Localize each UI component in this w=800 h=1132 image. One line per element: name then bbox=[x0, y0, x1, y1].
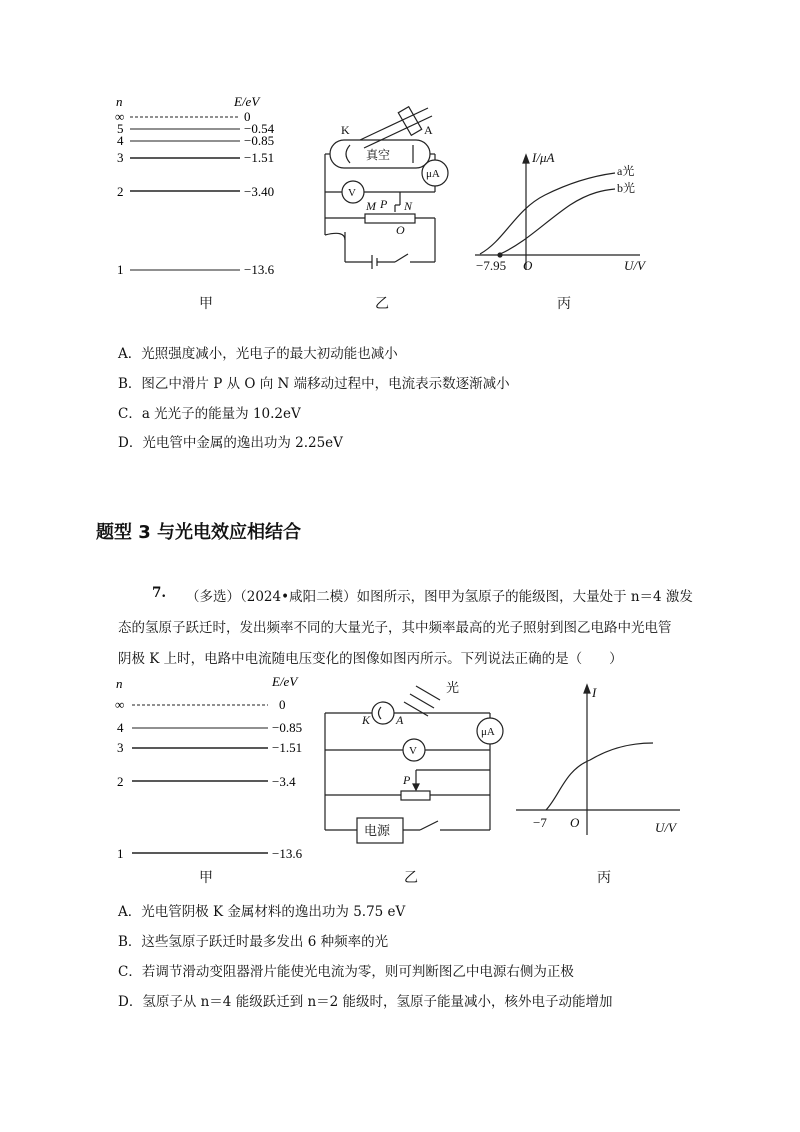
option-b: B．图乙中滑片 P 从 O 向 N 端移动过程中，电流表示数逐渐减小 bbox=[118, 376, 510, 392]
caption-jia: 甲 bbox=[199, 871, 213, 886]
label-p: P bbox=[380, 197, 388, 211]
level-n: 5 bbox=[117, 121, 124, 136]
level-n: 1 bbox=[117, 846, 124, 861]
caption-yi: 乙 bbox=[404, 871, 418, 886]
caption-bing: 丙 bbox=[597, 871, 611, 886]
light-ray bbox=[360, 108, 428, 140]
level-n: 1 bbox=[117, 262, 124, 277]
switch bbox=[395, 254, 408, 262]
graph-xlabel: U/V bbox=[624, 258, 645, 273]
curve-a bbox=[480, 173, 615, 254]
level-e: −3.40 bbox=[244, 184, 275, 199]
level-e: −0.85 bbox=[272, 720, 303, 735]
figure-1 bbox=[0, 0, 800, 320]
graph-origin: O bbox=[523, 258, 533, 273]
light-ray bbox=[404, 702, 428, 716]
option-a: A．光照强度减小，光电子的最大初动能也减小 bbox=[118, 346, 398, 362]
iu-curve bbox=[546, 743, 653, 810]
question-line: （多选）（2024•咸阳二模）如图所示，图甲为氢原子的能级图，大量处于 n＝4 激发 bbox=[186, 589, 693, 605]
level-e: −13.6 bbox=[244, 262, 275, 277]
caption-bing: 丙 bbox=[557, 297, 571, 312]
iu-graph-1 bbox=[475, 155, 640, 270]
graph-ylabel: I bbox=[592, 685, 597, 700]
label-source: 电源 bbox=[364, 823, 391, 838]
level-n: 2 bbox=[117, 774, 124, 789]
intercept-point bbox=[498, 253, 502, 257]
option-d: D．氢原子从 n＝4 能级跃迁到 n＝2 能级时，氢原子能量减小，核外电子动能增加 bbox=[118, 994, 613, 1010]
light-ray bbox=[410, 694, 434, 708]
caption-jia: 甲 bbox=[199, 297, 213, 312]
cathode bbox=[346, 145, 350, 163]
level-n: ∞ bbox=[115, 109, 125, 124]
level-n: 4 bbox=[117, 133, 124, 148]
graph-intercept: −7 bbox=[533, 815, 547, 830]
legend-a: a光 bbox=[617, 164, 635, 178]
label-k: K bbox=[362, 713, 371, 727]
figure-2 bbox=[0, 670, 800, 895]
option-b: B．这些氢原子跃迁时最多发出 6 种频率的光 bbox=[118, 934, 389, 950]
e-axis-label: E/eV bbox=[234, 94, 260, 109]
question-number: 7. bbox=[152, 585, 167, 601]
energy-level-diagram-2 bbox=[115, 674, 303, 861]
level-e: −1.51 bbox=[244, 150, 275, 165]
label-ammeter: μA bbox=[481, 726, 495, 738]
question-line: 态的氢原子跃迁时，发出频率不同的大量光子，其中频率最高的光子照射到图乙电路中光电管 bbox=[118, 620, 672, 636]
level-n: 3 bbox=[117, 150, 124, 165]
label-m: M bbox=[366, 199, 376, 213]
phototube bbox=[372, 702, 394, 724]
level-n: 3 bbox=[117, 740, 124, 755]
light-ray bbox=[416, 686, 440, 700]
level-e: −3.4 bbox=[272, 774, 296, 789]
label-voltmeter: V bbox=[409, 745, 417, 757]
label-vacuum: 真空 bbox=[366, 148, 391, 162]
option-d: D．光电管中金属的逸出功为 2.25eV bbox=[118, 435, 343, 451]
label-voltmeter: V bbox=[348, 187, 356, 199]
label-n: N bbox=[404, 199, 413, 213]
n-axis-label: n bbox=[116, 94, 123, 109]
cathode bbox=[379, 707, 382, 719]
graph-intercept: −7.95 bbox=[476, 258, 507, 273]
label-a: A bbox=[424, 123, 433, 137]
label-k: K bbox=[341, 123, 350, 137]
question-line: 阴极 K 上时，电路中电流随电压变化的图像如图丙所示。下列说法正确的是（ ） bbox=[118, 651, 623, 667]
graph-xlabel: U/V bbox=[655, 820, 676, 835]
level-n: ∞ bbox=[115, 697, 125, 712]
section-heading: 题型 3 与光电效应相结合 bbox=[96, 522, 302, 543]
level-e: −0.54 bbox=[244, 121, 275, 136]
label-a: A bbox=[396, 713, 404, 727]
label-light: 光 bbox=[446, 680, 460, 695]
graph-ylabel: I/μA bbox=[532, 150, 555, 165]
energy-level-diagram-1 bbox=[115, 94, 275, 277]
option-a: A．光电管阴极 K 金属材料的逸出功为 5.75 eV bbox=[118, 904, 406, 920]
iu-graph-2 bbox=[516, 685, 680, 835]
lamp bbox=[398, 107, 421, 136]
label-ammeter: μA bbox=[426, 168, 440, 180]
e-axis-label: E/eV bbox=[272, 674, 298, 689]
n-axis-label: n bbox=[116, 676, 123, 691]
level-e: −0.85 bbox=[244, 133, 275, 148]
label-o: O bbox=[396, 223, 405, 237]
circuit-2 bbox=[325, 686, 503, 843]
switch bbox=[420, 821, 438, 830]
level-e: 0 bbox=[279, 697, 286, 712]
graph-origin: O bbox=[570, 815, 580, 830]
caption-yi: 乙 bbox=[375, 297, 389, 312]
rheostat bbox=[365, 214, 415, 223]
level-n: 4 bbox=[117, 720, 124, 735]
rheostat bbox=[401, 791, 430, 800]
curve-b bbox=[500, 189, 615, 254]
light-ray bbox=[364, 116, 432, 148]
option-c: C．a 光光子的能量为 10.2eV bbox=[118, 406, 301, 422]
level-n: 2 bbox=[117, 184, 124, 199]
legend-b: b光 bbox=[617, 181, 636, 195]
level-e: −13.6 bbox=[272, 846, 303, 861]
label-p: P bbox=[403, 773, 411, 787]
level-e: −1.51 bbox=[272, 740, 303, 755]
level-e: 0 bbox=[244, 109, 251, 124]
option-c: C．若调节滑动变阻器滑片能使光电流为零，则可判断图乙中电源右侧为正极 bbox=[118, 964, 574, 980]
